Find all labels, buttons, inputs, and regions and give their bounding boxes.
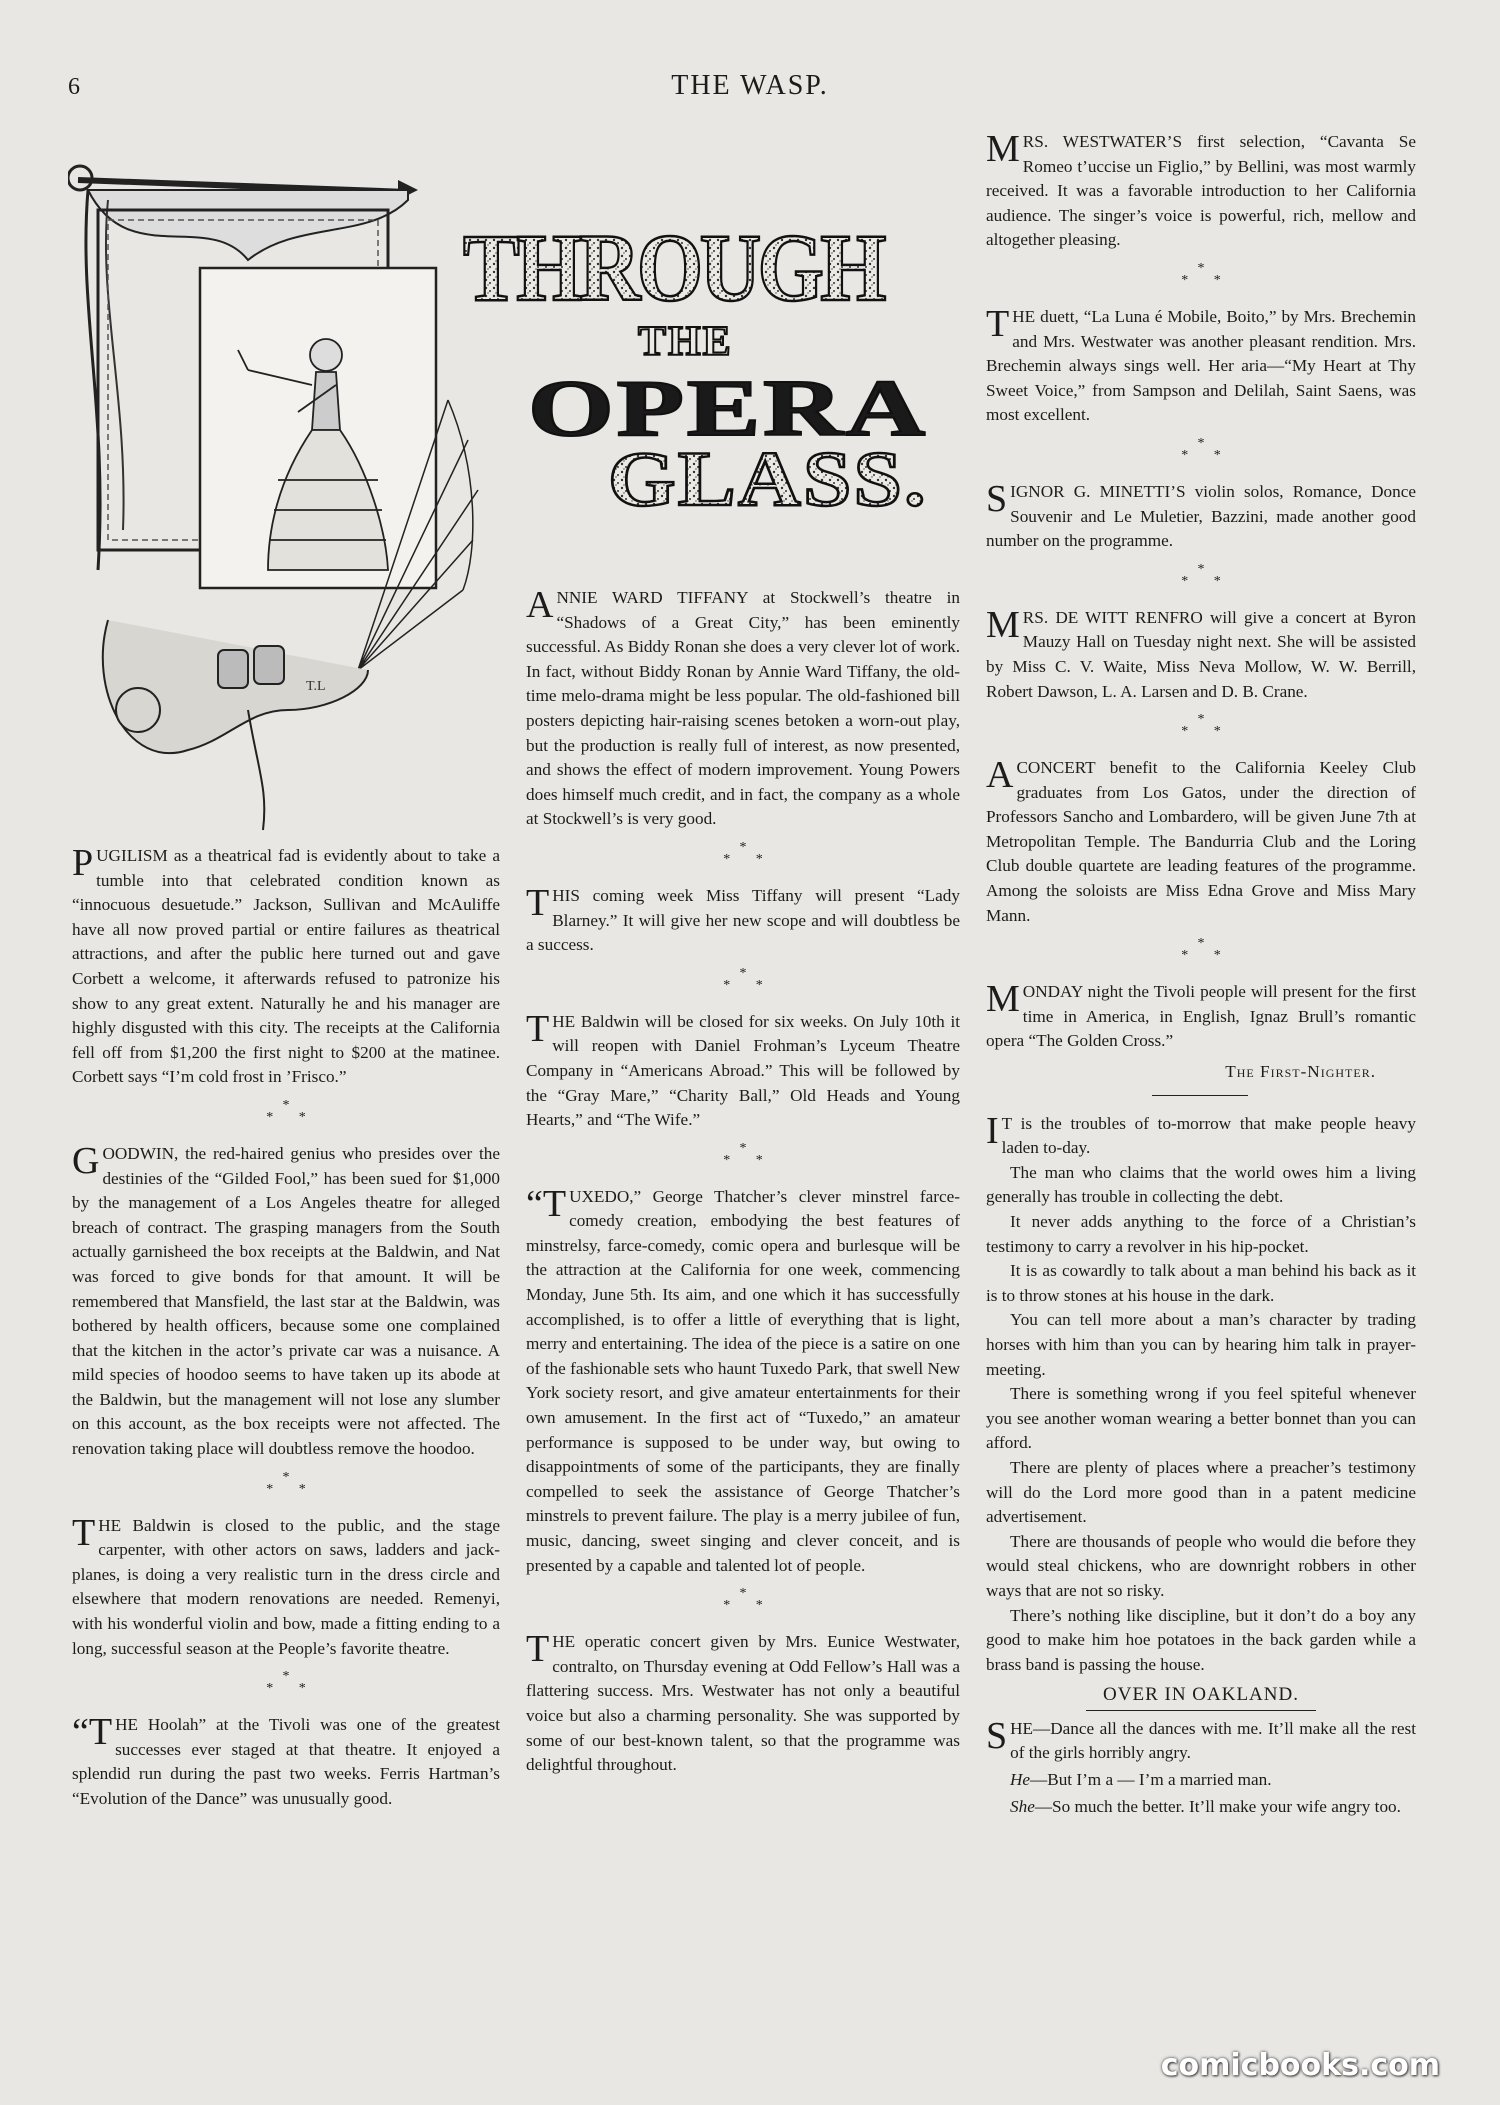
dialog-line: SHE—Dance all the dances with me. It’ll make all the rest of the girls horribly angry.	[986, 1714, 1416, 1763]
column-3	[986, 130, 1416, 1821]
article-hoolah: “THE Hoolah” at the Tivoli was one of the greatest successes ever staged at that theatre. It enjoyed a splendid run during the past two weeks. Ferris Hartman’s “Evolution of the Dance” was unusually good.	[72, 1711, 500, 1808]
dialog-speaker: She	[1010, 1796, 1035, 1816]
article-tuxedo: “TUXEDO,” George Thatcher’s clever minstrel farce-comedy creation, embodying the best features of minstrelsy, farce-comedy, comic opera and burlesque will be the attraction at the California for one week, commencing Monday, June 5th. Its aim, and one which it has successfully accomplished, is to offer a little of everything that is light, merry and entertaining. The idea of the piece is a satire on one of the fashionable sets who haunt Tuxedo Park, that swell New York society resort, and give amateur entertainments for their own amusement. In the first act of “Tuxedo,” an amateur performance is supposed to be under way, but owing to disappointments of some of the participants, they are finally compelled to seek the assistance of George Thatcher’s minstrels to prevent failure. The play is a merry jubilee of fun, music, dancing, sweet singing and clever conceit, and is presented by a capable and talented lot of people.	[526, 1182, 960, 1575]
paragraph: It never adds anything to the force of a Christian’s testimony to carry a revolver in his hip-pocket.	[986, 1212, 1416, 1256]
star-separator: * * *	[723, 965, 763, 993]
dialog-speaker: He	[1010, 1770, 1031, 1790]
article-duett: THE duett, “La Luna é Mobile, Boito,” by Mrs. Brechemin and Mrs. Westwater was another pleasant rendition. Mrs. Brechemin always sings well. Her aria—“My Heart at Thy Sweet Voice,” from Sampson and Delilah, Saint Saens, was most excellent.	[986, 302, 1416, 425]
star-separator: * * *	[266, 1097, 306, 1125]
paragraph: There are thousands of people who would die before they would steal chickens, who are downright robbers in other ways that are not so risky.	[986, 1531, 1416, 1600]
paragraph: There’s nothing like discipline, but it don’t do a boy any good to make him hoe potatoes in the back garden while a brass band is passing the house.	[986, 1605, 1416, 1674]
star-separator: * * *	[1181, 260, 1221, 288]
oakland-rule	[1086, 1710, 1316, 1711]
page-number: 6	[68, 74, 80, 100]
article-westwater: MRS. WESTWATER’S first selection, “Cavanta Se Romeo t’uccise un Figlio,” by Bellini, was most warmly received. It was a favorable introduction to her California audience. The singer’s voice is powerful, rich, mellow and altogether pleasing.	[986, 128, 1416, 250]
article-baldwin-closed: THE Baldwin is closed to the public, and the stage carpenter, with other actors on saws, ladders and jack-planes, is doing a very realistic turn in the dress circle and elsewhere that modern renovations are needed. Remenyi, with his wonderful violin and bow, made a fitting ending to a long, successful season at the People’s favorite theatre.	[72, 1511, 500, 1658]
article-operatic-concert: THE operatic concert given by Mrs. Eunice Westwater, contralto, on Thursday evening at Odd Fellow’s Hall was a flattering success. Mrs. Westwater has not only a beautiful voice but also a charming personality. She was supported by some of our best-known talent, so that the programme was delightful throughout.	[526, 1628, 960, 1775]
article-keeley-concert: ACONCERT benefit to the California Keeley Club graduates from Los Gatos, under the direction of Professors Sancho and Lombardero, will be given June 7th at Metropolitan Temple. The Bandurria Club and the Loring Club double quartete are leading features of the programme. Among the soloists are Miss Edna Grove and Miss Mary Mann.	[986, 754, 1416, 925]
title-word-the: THE	[638, 319, 733, 365]
star-separator: * * *	[266, 1669, 306, 1697]
article-goodwin: GOODWIN, the red-haired genius who presides over the destinies of the “Gilded Fool,” has been sued for $1,000 by the management of a Los Angeles theatre for alleged breach of contract. The grasping managers from the South actually garnisheed the box receipts at the Baldwin, and Nat was forced to give bonds for that amount. It will be remembered that Mansfield, the last star at the Baldwin, was bothered by health officers, because some one complained that the kitchen in the actor’s private car was a nuisance. A mild species of hoodoo seems to have taken up its abode at the Baldwin, but the management will not lose any slumber on this account, as the box receipts were not affected. The renovation taking place will doubtless remove the hoodoo.	[72, 1139, 500, 1459]
dialog-text: —But I’m a — I’m a married man.	[1030, 1770, 1272, 1790]
star-separator: * * *	[266, 1469, 306, 1497]
star-separator: * * *	[723, 1586, 763, 1614]
article-minetti: SIGNOR G. MINETTI’S violin solos, Romance, Donce Souvenir and Le Muletier, Bazzini, made another good number on the programme.	[986, 477, 1416, 551]
masthead: THE WASP.	[671, 70, 829, 101]
article-baldwin-reopen: THE Baldwin will be closed for six weeks. On July 10th it will reopen with Daniel Frohman’s Lyceum Theatre Company in “Americans Abroad.” This will be followed by the “Gray Mare,” “Charity Ball,” Old Heads and Young Hearts,” and “The Wife.”	[526, 1007, 960, 1130]
signature: The First-Nighter.	[1225, 1062, 1376, 1082]
dialog-line	[986, 1768, 1416, 1793]
article-renfro: MRS. DE WITT RENFRO will give a concert at Byron Mauzy Hall on Tuesday night next. She will be assisted by Miss C. V. Waite, Miss Neva Mollow, W. W. Berrill, Robert Dawson, L. A. Larsen and D. B. Crane.	[986, 603, 1416, 701]
paragraph: There is something wrong if you feel spiteful whenever you see another woman wearing a better bonnet than you can afford.	[986, 1384, 1416, 1453]
section-rule	[1152, 1095, 1248, 1096]
drapery-icon	[88, 190, 408, 260]
paragraph: The man who claims that the world owes him a living generally has trouble in collecting the debt.	[986, 1162, 1416, 1207]
title-word-opera: OPERA	[528, 365, 928, 453]
paragraph: You can tell more about a man’s character by trading horses with him than you can by hearing him talk in prayer-meeting.	[986, 1310, 1416, 1379]
star-separator: * * *	[1181, 561, 1221, 589]
article-lady-blarney: THIS coming week Miss Tiffany will present “Lady Blarney.” It will give her new scope and will doubtless be a success.	[526, 881, 960, 955]
title-word-through: THROUGH	[463, 214, 886, 321]
oakland-dialog	[986, 1714, 1416, 1819]
title-word-glass: GLASS.	[608, 435, 928, 522]
paragraph: There are plenty of places where a preacher’s testimony will do the Lord more good than in a patent medicine advertisement.	[986, 1457, 1416, 1527]
watermark-logo: comicbooks.com	[1160, 2048, 1440, 2083]
dialog-line	[986, 1795, 1416, 1820]
column-1	[72, 844, 500, 1812]
star-separator: * * *	[723, 1140, 763, 1168]
paragraph: IT is the troubles of to-morrow that make people heavy laden to-day.	[986, 1109, 1416, 1158]
paragraph: It is as cowardly to talk about a man behind his back as it is to throw stones at his house in the dark.	[986, 1261, 1416, 1305]
article-tivoli-monday: MONDAY night the Tivoli people will present for the first time in America, in English, Ignaz Brull’s romantic opera “The Golden Cross.”	[986, 978, 1416, 1051]
star-separator: * * *	[1181, 435, 1221, 463]
article-tiffany: ANNIE WARD TIFFANY at Stockwell’s theatre in “Shadows of a Great City,” has been eminently successful. As Biddy Ronan she does a very clever lot of work. In fact, without Biddy Ronan by Annie Ward Tiffany, the old-time melo-drama might be less popular. The old-fashioned bill posters depicting hair-raising scenes betoken a worn-out play, but the production is really full of interest, as now presented, and shows the effect of modern improvement. Young Powers does himself much credit, and in fact, the company as a whole at Stockwell’s is very good.	[526, 584, 960, 829]
dialog-text: —So much the better. It’ll make your wife angry too.	[1034, 1796, 1401, 1816]
star-separator: * * *	[1181, 936, 1221, 964]
star-separator: * * *	[1181, 712, 1221, 740]
star-separator: * * *	[723, 839, 763, 867]
oakland-heading: OVER IN OAKLAND.	[1103, 1684, 1299, 1706]
column-2	[526, 586, 960, 1778]
article-pugilism: PUGILISM as a theatrical fad is evidently about to take a tumble into that celebrated condition known as “innocuous desuetude.” Jackson, Sullivan and McAuliffe have all now proved partial or entire failures as theatrical attractions, and after the public here turned out and gave Corbett a welcome, it afterwards refused to patronize his show to any great extent. Naturally he and his manager are highly disgusted with this city. The receipts at the California fell off from $1,200 the first night to $200 at the matinee. Corbett says “I’m cold frost in ’Frisco.”	[72, 842, 500, 1087]
artist-initials: T.L	[306, 679, 326, 694]
